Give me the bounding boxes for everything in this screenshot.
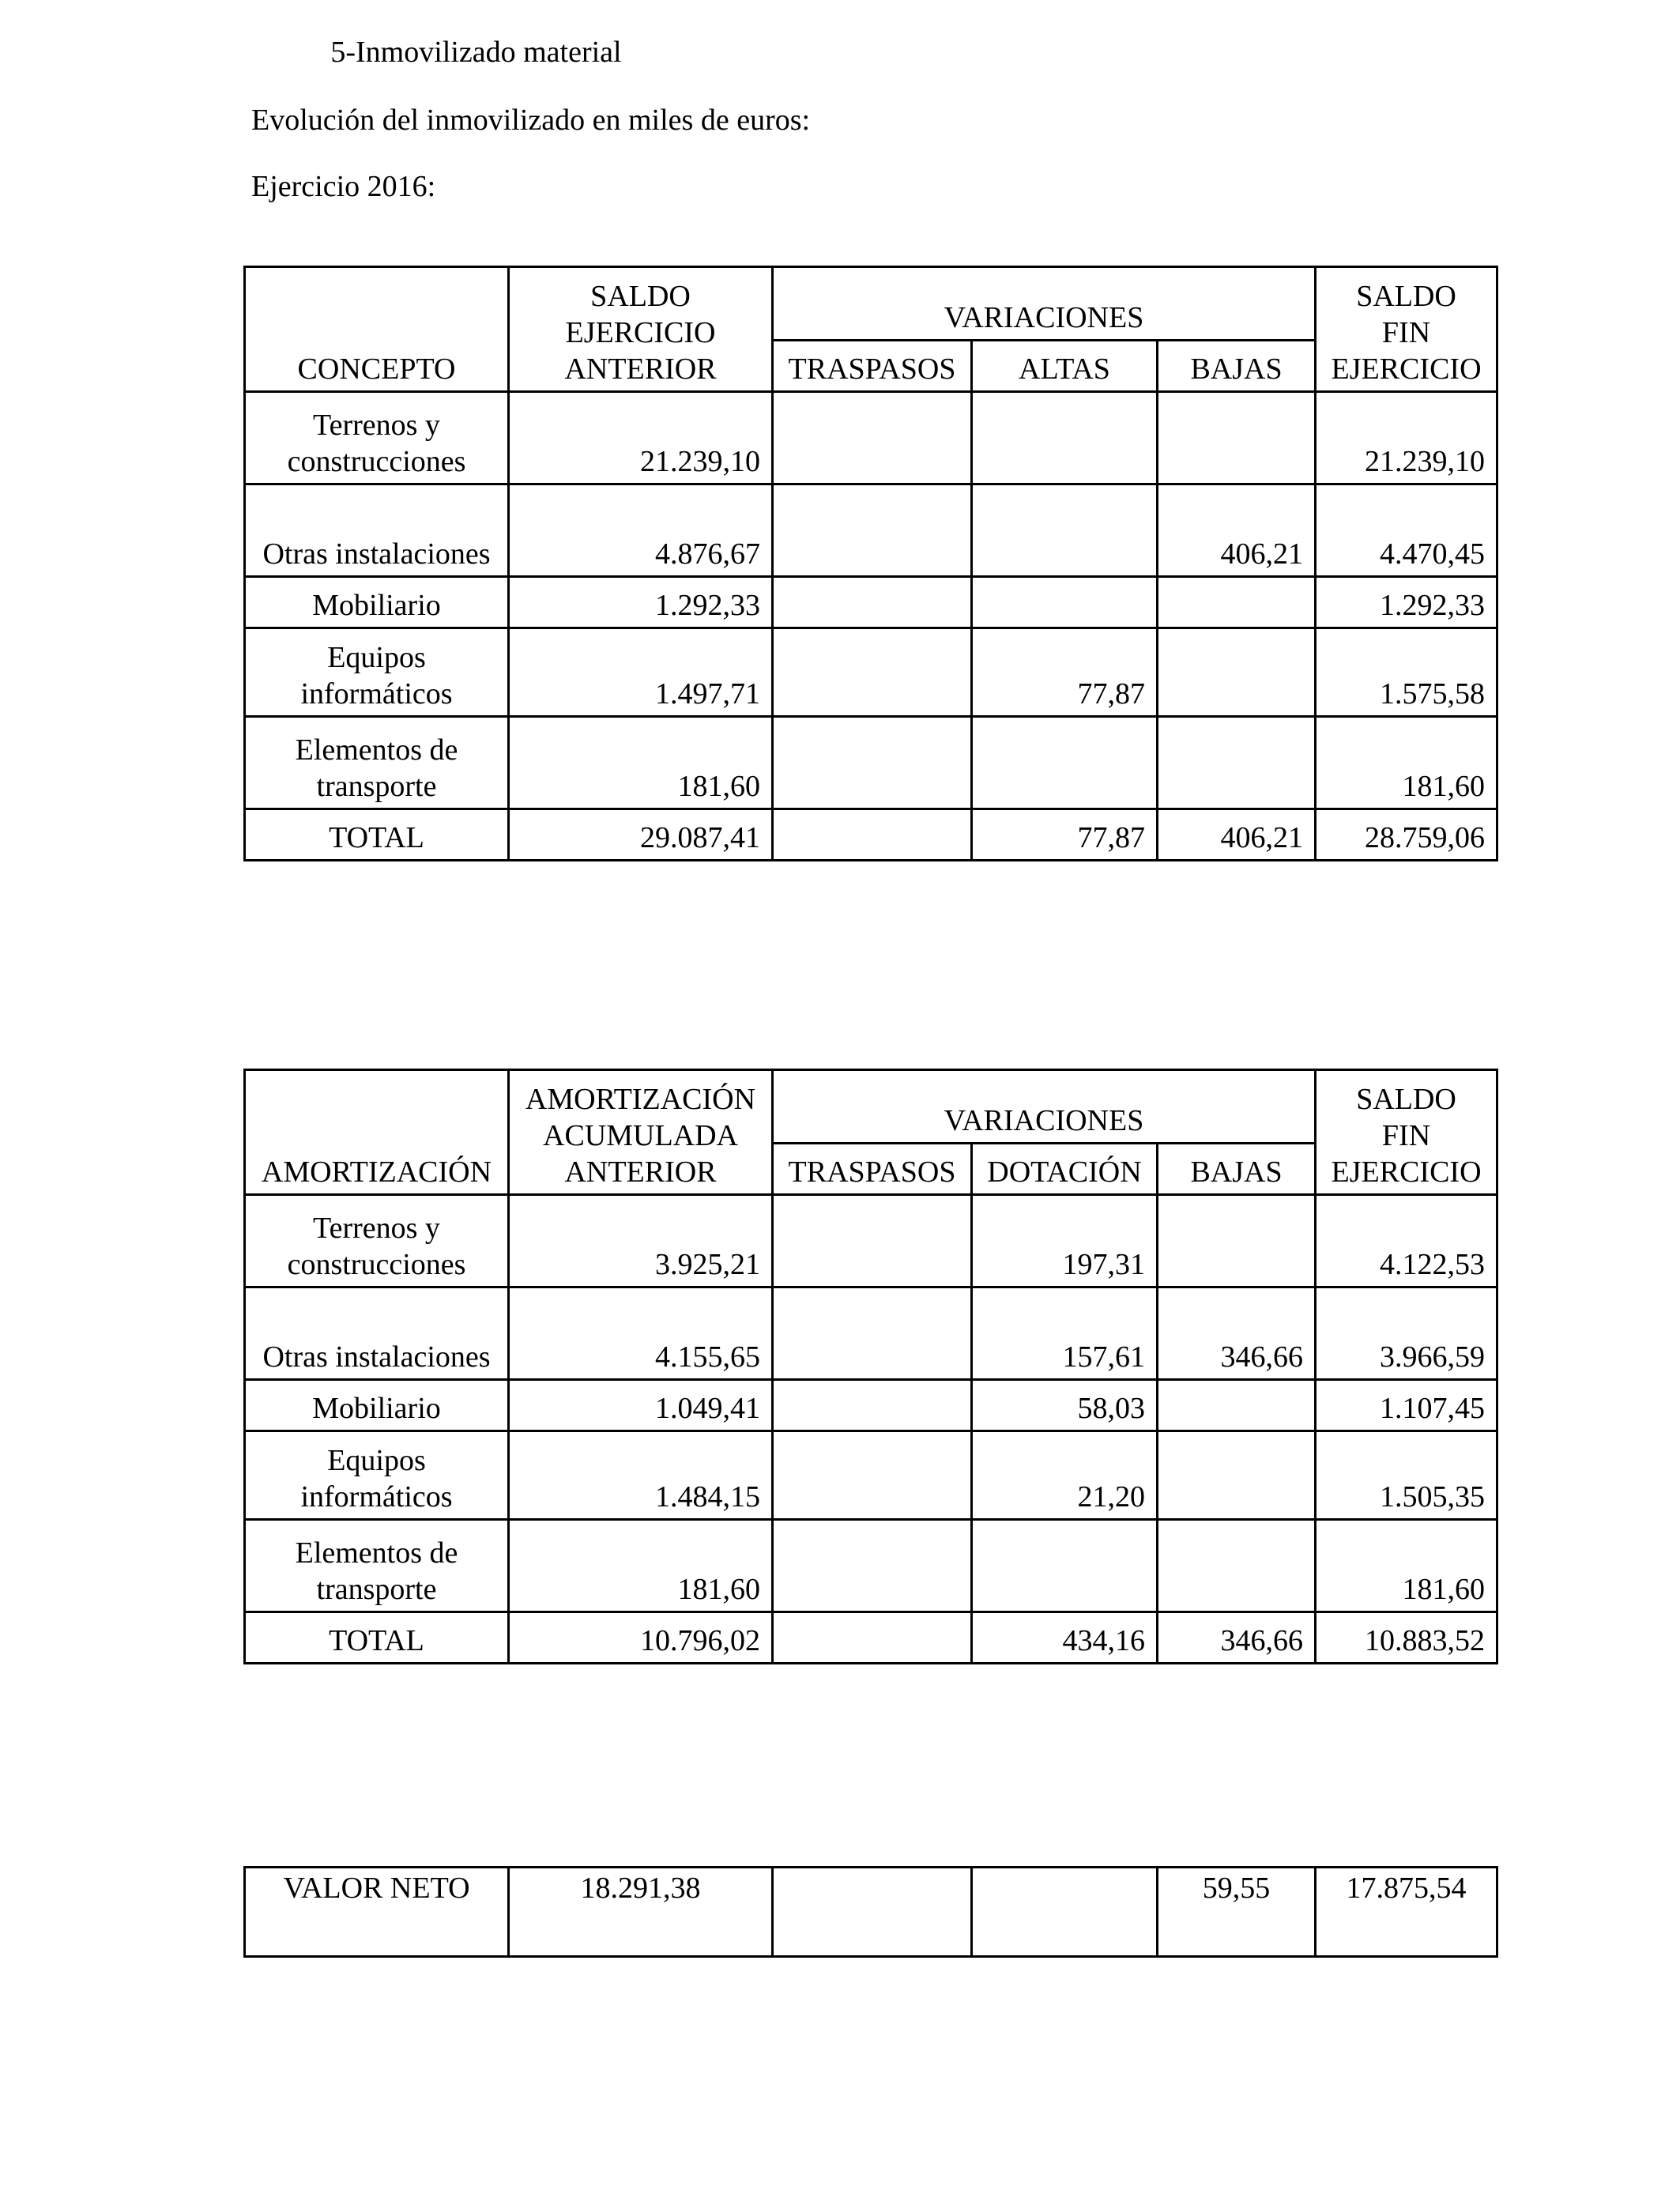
section-heading	[239, 35, 622, 70]
table-row: Elementos de transporte 181,60 181,60	[245, 1520, 1497, 1612]
table-row: Terrenos y construcciones 3.925,21 197,31 4.122,53	[245, 1195, 1497, 1287]
header-amortizacion: AMORTIZACIÓN	[245, 1070, 509, 1195]
year-label: Ejercicio 2016:	[251, 170, 436, 203]
header-variaciones: VARIACIONES	[773, 1070, 1316, 1144]
table-row: Otras instalaciones 4.155,65 157,61 346,66 3.966,59	[245, 1287, 1497, 1380]
header-bajas: BAJAS	[1158, 341, 1316, 392]
table-row-total: TOTAL 29.087,41 77,87 406,21 28.759,06	[245, 809, 1497, 861]
header-bajas: BAJAS	[1158, 1144, 1316, 1195]
header-saldo-fin: SALDO FIN EJERCICIO	[1316, 267, 1497, 392]
table-row: Elementos de transporte 181,60 181,60	[245, 717, 1497, 809]
depreciation-table	[243, 1069, 1498, 1664]
net-value-label: VALOR NETO	[245, 1868, 509, 1957]
table-row: Otras instalaciones 4.876,67 406,21 4.470,45	[245, 484, 1497, 577]
header-variaciones: VARIACIONES	[773, 267, 1316, 341]
table-row: Mobiliario 1.049,41 58,03 1.107,45	[245, 1380, 1497, 1431]
table-row: Equipos informáticos 1.497,71 77,87 1.575,58	[245, 628, 1497, 717]
section-title: Inmovilizado material	[356, 36, 622, 69]
intro-text: Evolución del inmovilizado en miles de euros:	[251, 104, 811, 137]
table-row-total: TOTAL 10.796,02 434,16 346,66 10.883,52	[245, 1612, 1497, 1664]
net-value-table	[243, 1866, 1498, 1958]
fixed-assets-table	[243, 266, 1498, 861]
header-concepto: CONCEPTO	[245, 267, 509, 392]
table-row-net: VALOR NETO 18.291,38 59,55 17.875,54	[245, 1868, 1497, 1957]
header-saldo-anterior: SALDO EJERCICIO ANTERIOR	[509, 267, 773, 392]
header-dotacion: DOTACIÓN	[972, 1144, 1158, 1195]
header-traspasos: TRASPASOS	[773, 341, 972, 392]
header-traspasos: TRASPASOS	[773, 1144, 972, 1195]
header-amortizacion-anterior: AMORTIZACIÓN ACUMULADA ANTERIOR	[509, 1070, 773, 1195]
table-row: Mobiliario 1.292,33 1.292,33	[245, 577, 1497, 628]
table-row: Equipos informáticos 1.484,15 21,20 1.505,35	[245, 1431, 1497, 1520]
section-number: 5-	[330, 36, 356, 69]
header-saldo-fin: SALDO FIN EJERCICIO	[1316, 1070, 1497, 1195]
header-altas: ALTAS	[972, 341, 1158, 392]
table-row: Terrenos y construcciones 21.239,10 21.239,10	[245, 392, 1497, 484]
